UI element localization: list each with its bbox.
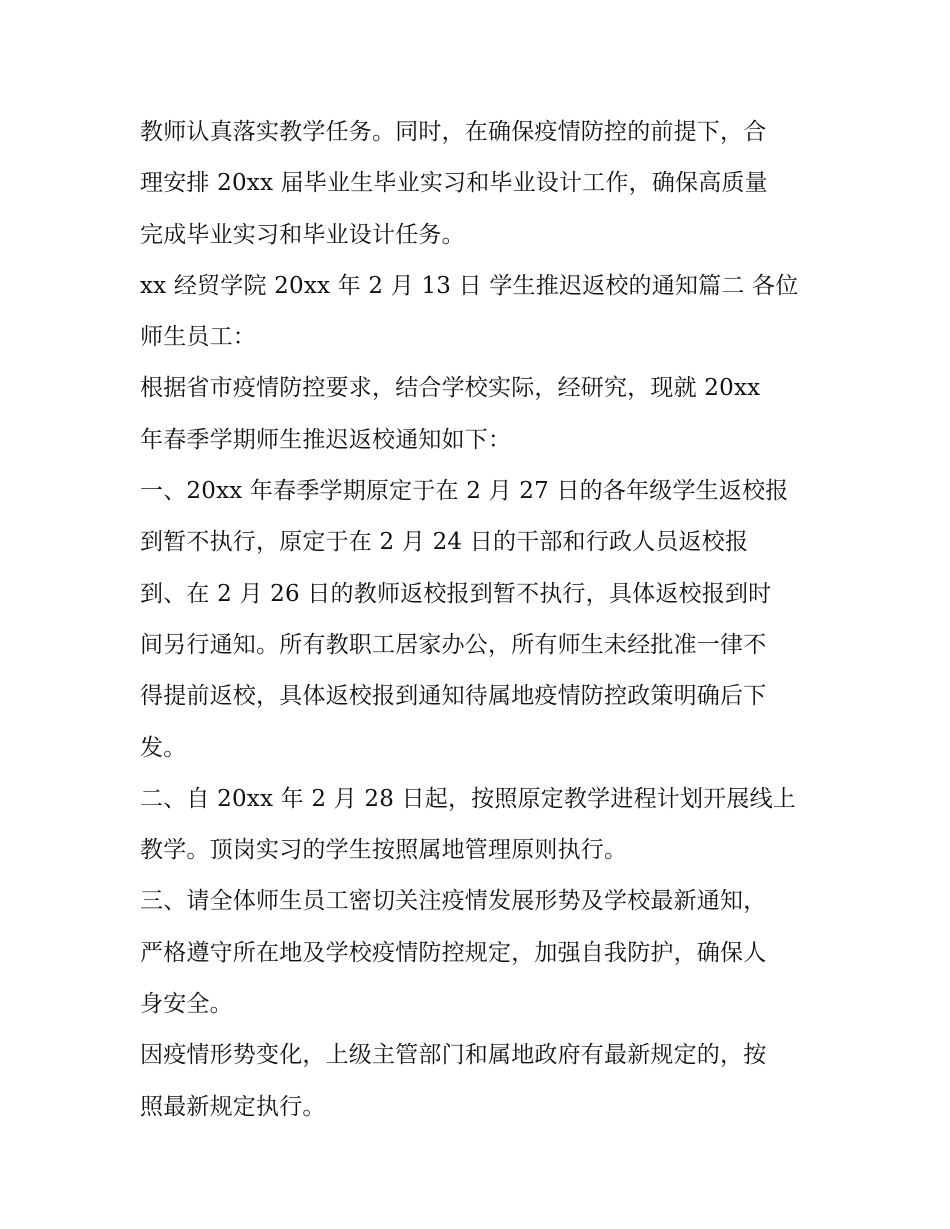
- text-line: 教师认真落实教学任务。同时，在确保疫情防控的前提下，合: [140, 119, 767, 145]
- text-line: 照最新规定执行。: [140, 1093, 326, 1120]
- text-line: 根据省市疫情防控要求，结合学校实际，经研究，现就 20xx: [140, 375, 761, 402]
- text-line: 年春季学期师生推迟返校通知如下：: [140, 426, 512, 453]
- item-one-line: 一、20xx 年春季学期原定于在 2 月 27 日的各年级学生返校报: [140, 478, 789, 505]
- salutation-line: 师生员工：: [140, 324, 256, 351]
- text-line: 教学。顶岗实习的学生按照属地管理原则执行。: [140, 837, 628, 864]
- text-line: 得提前返校，具体返校报到通知待属地疫情防控政策明确后下: [140, 683, 767, 710]
- text-line: 到、在 2 月 26 日的教师返校报到暂不执行，具体返校报到时: [140, 580, 772, 607]
- document-body: [140, 107, 820, 1133]
- text-line: 到暂不执行，原定于在 2 月 24 日的干部和行政人员返校报: [140, 529, 749, 556]
- text-line: 因疫情形势变化，上级主管部门和属地政府有最新规定的，按: [140, 1042, 767, 1069]
- text-line: 间另行通知。所有教职工居家办公，所有师生未经批准一律不: [140, 631, 767, 658]
- text-line: 身安全。: [140, 991, 233, 1018]
- item-two-line: 二、自 20xx 年 2 月 28 日起，按照原定教学进程计划开展线上: [140, 785, 796, 812]
- text-line: 发。: [140, 734, 187, 761]
- item-three-line: 三、请全体师生员工密切关注疫情发展形势及学校最新通知，: [140, 888, 767, 915]
- text-line: 严格遵守所在地及学校疫情防控规定，加强自我防护，确保人: [140, 939, 767, 966]
- notice-title-line: xx 经贸学院 20xx 年 2 月 13 日 学生推迟返校的通知篇二 各位: [140, 272, 799, 299]
- text-line: 理安排 20xx 届毕业生毕业实习和毕业设计工作，确保高质量: [140, 170, 768, 197]
- text-line: 完成毕业实习和毕业设计任务。: [140, 221, 465, 248]
